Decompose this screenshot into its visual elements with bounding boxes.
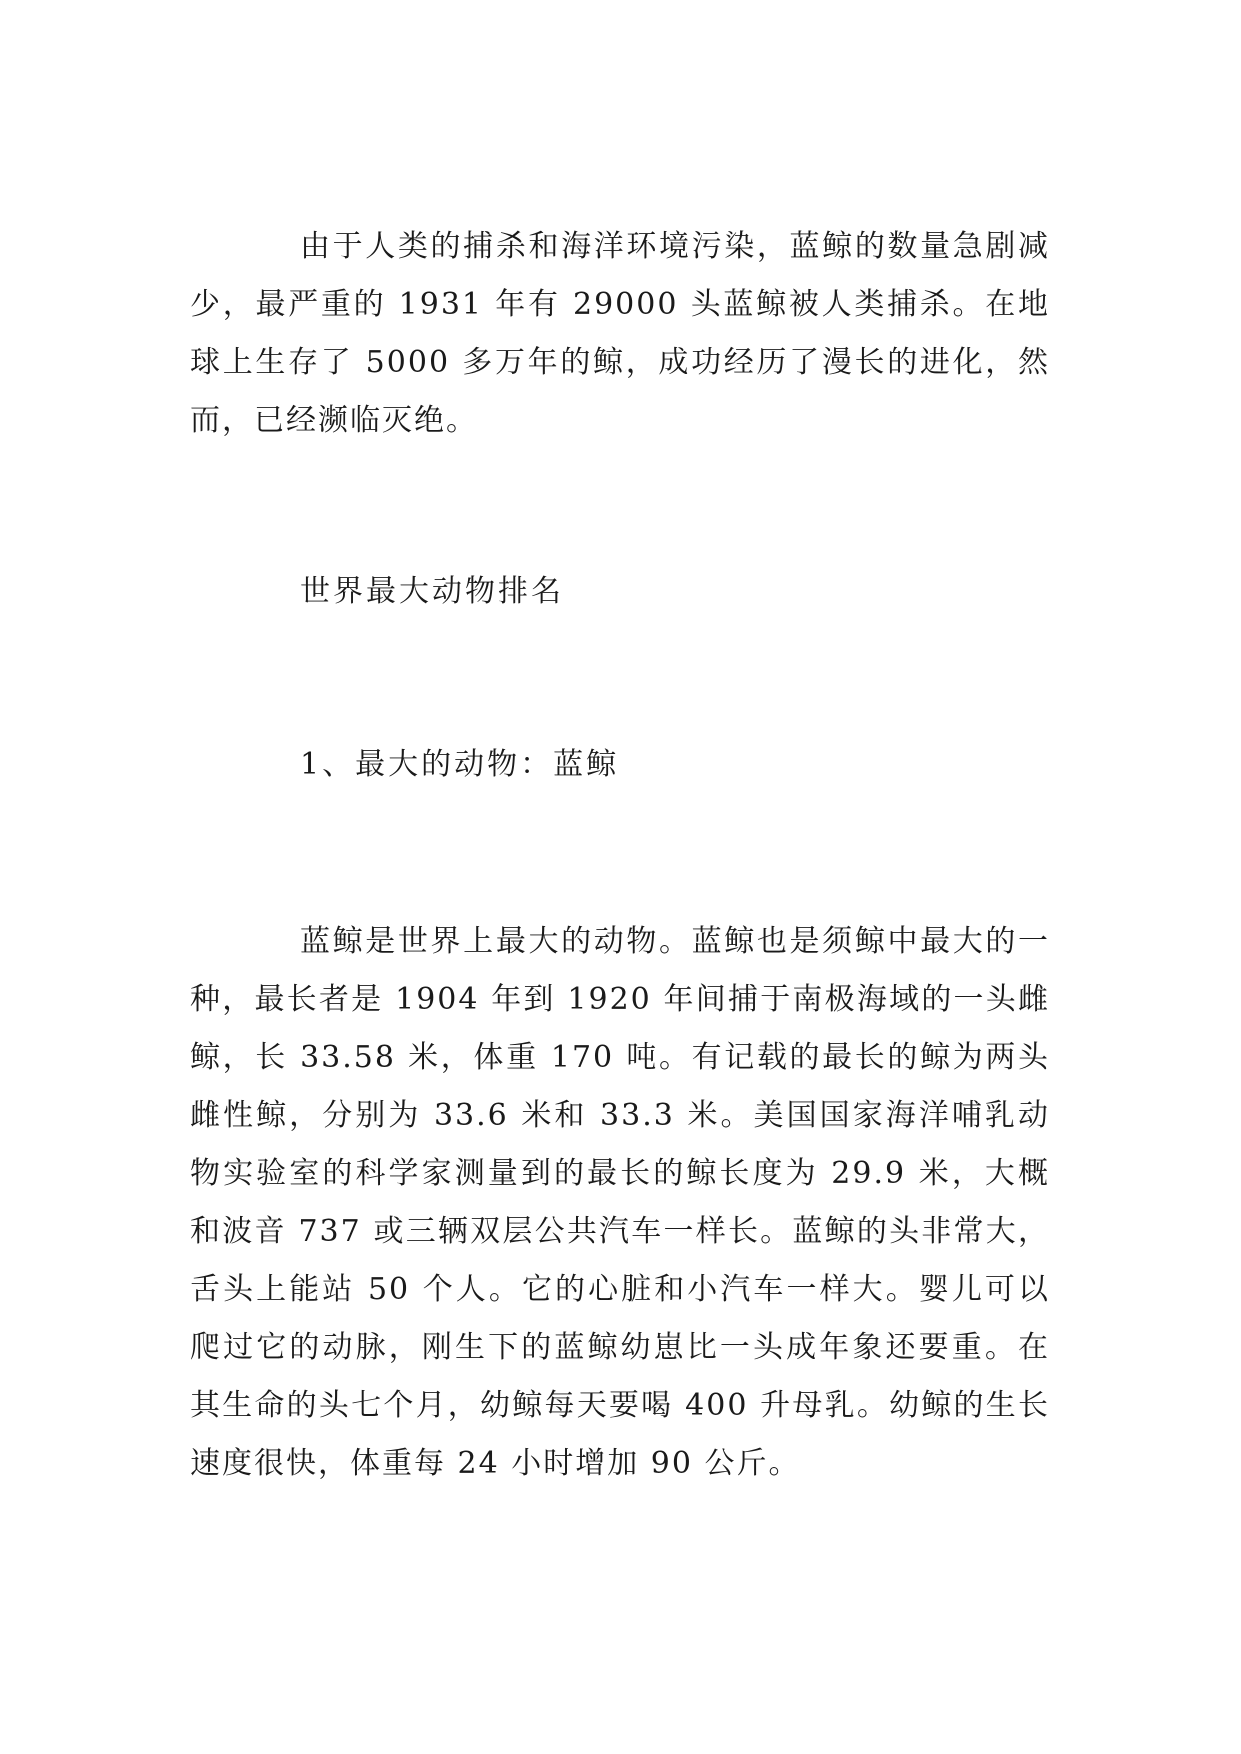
intro-paragraph: 由于人类的捕杀和海洋环境污染，蓝鲸的数量急剧减少，最严重的 1931 年有 29000 头蓝鲸被人类捕杀。在地球上生存了 5000 多万年的鲸，成功经历了漫长的进化，然而，已经濒临灭绝。 <box>190 229 1050 438</box>
section-heading: 世界最大动物排名 <box>300 574 564 609</box>
item-heading: 1、最大的动物：蓝鲸 <box>300 747 620 782</box>
blue-whale-paragraph: 蓝鲸是世界上最大的动物。蓝鲸也是须鲸中最大的一种，最长者是 1904 年到 1920 年间捕于南极海域的一头雌鲸，长 33.58 米，体重 170 吨。有记载的最长的鲸为两头雌性鲸，分别为 33.6 米和 33.3 米。美国国家海洋哺乳动物实验室的科学家测量到的最长的鲸长度为 29.9 米，大概和波音 737 或三辆双层公共汽车一样长。蓝鲸的头非常大，舌头上能站 50 个人。它的心脏和小汽车一样大。婴儿可以爬过它的动脉，刚生下的蓝鲸幼崽比一头成年象还要重。在其生命的头七个月，幼鲸每天要喝 400 升母乳。幼鲸的生长速度很快，体重每 24 小时增加 90 公斤。 <box>190 924 1050 1481</box>
